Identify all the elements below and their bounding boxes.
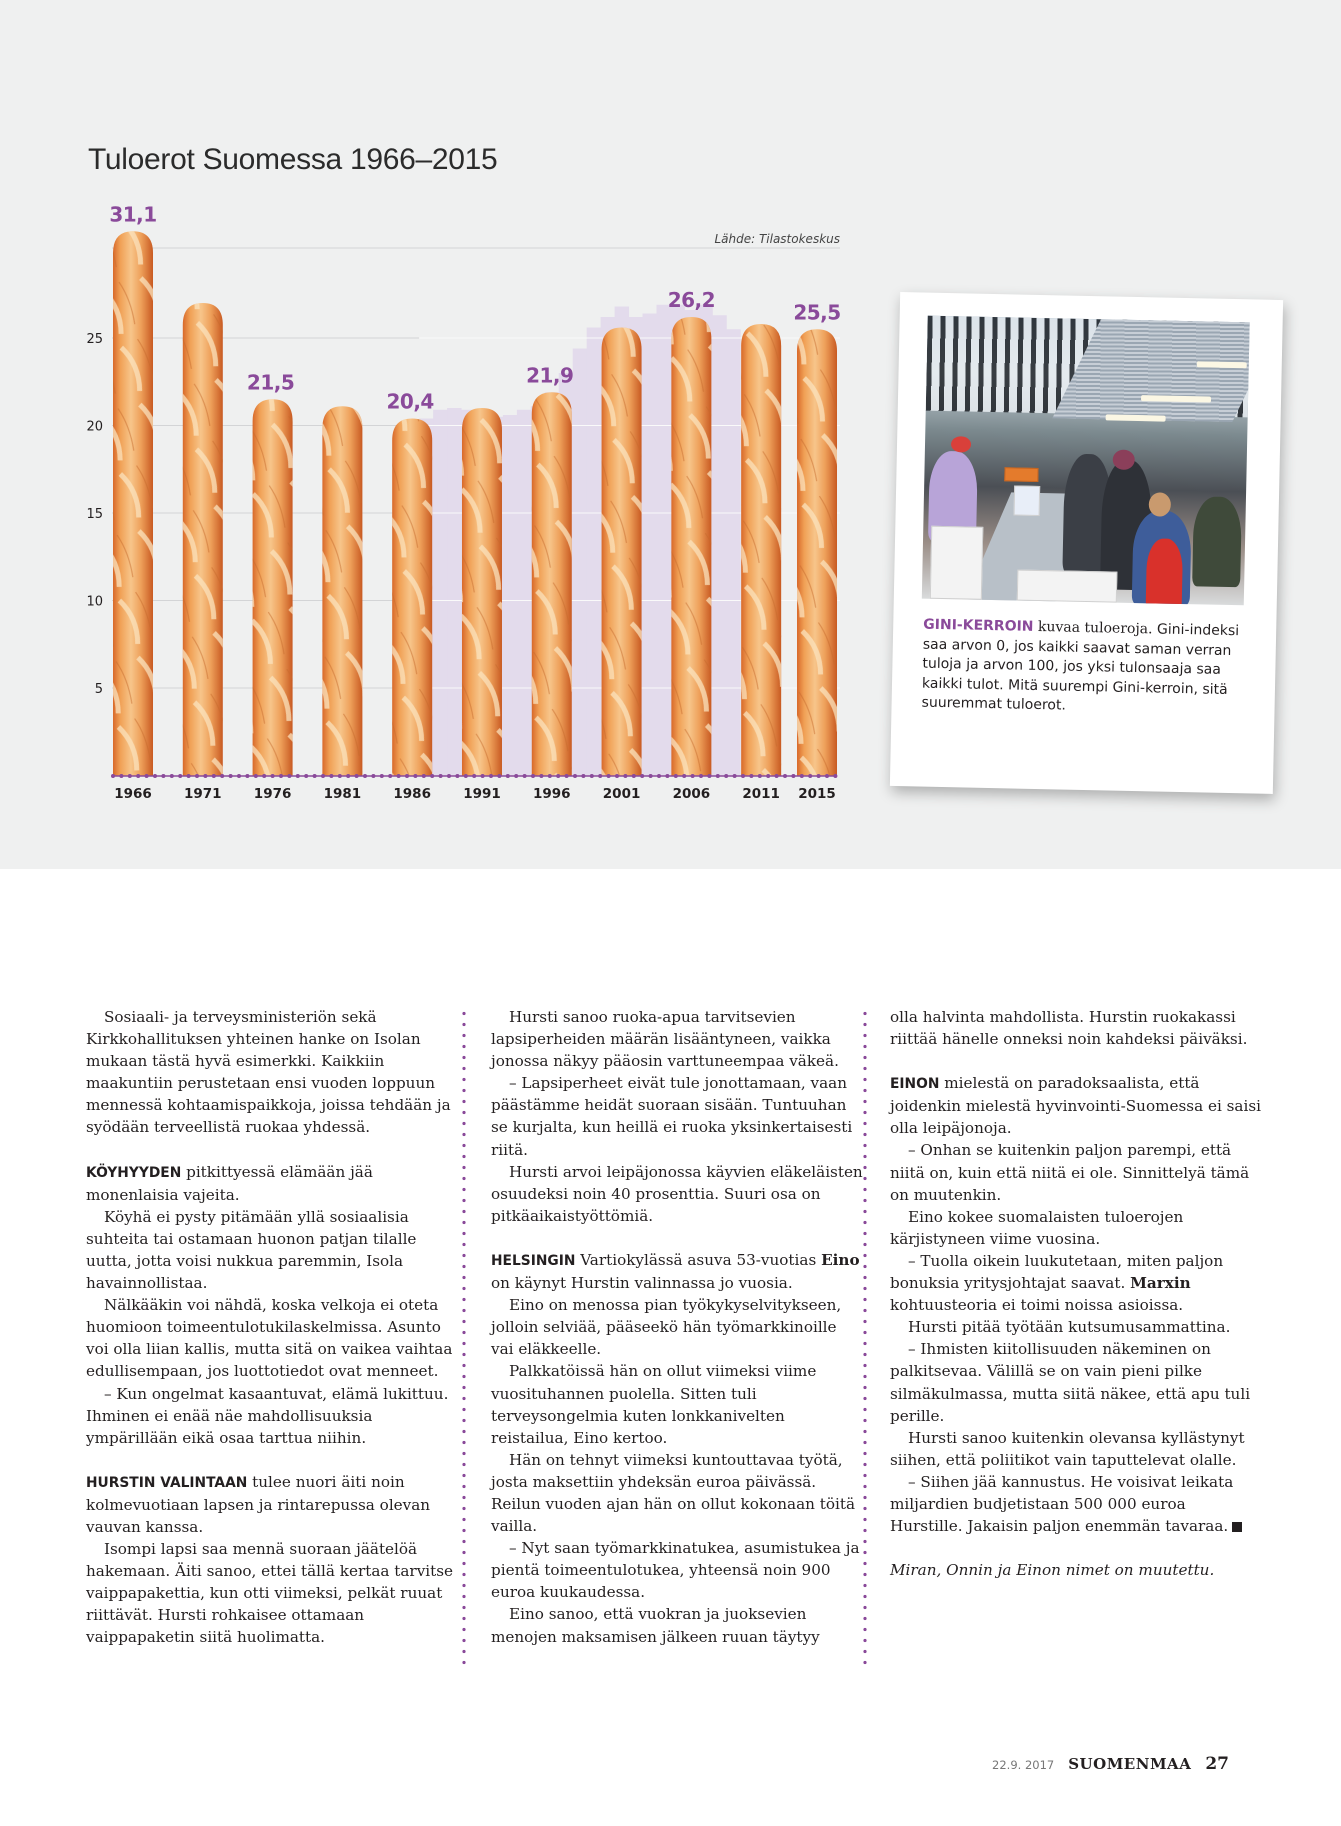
- axis-dot: [590, 774, 594, 778]
- article-column-2: [491, 1006, 863, 1648]
- axis-dot: [212, 774, 216, 778]
- axis-dot: [279, 774, 283, 778]
- chart-source: Lähde: Tilastokeskus: [714, 232, 840, 246]
- baguette-scoring: [462, 408, 502, 776]
- axis-dot: [422, 774, 426, 778]
- y-tick-label: 20: [86, 419, 103, 435]
- x-tick-label: 2015: [798, 786, 836, 802]
- axis-dot: [716, 774, 720, 778]
- data-label: 21,5: [246, 370, 295, 395]
- paragraph-text: Vartiokylässä asuva 53-vuotias: [575, 1250, 822, 1269]
- axis-dot: [632, 774, 636, 778]
- paragraph: Hursti sanoo kuitenkin olevansa kyllästynyt siihen, että poliitikot vain taputtelevat olalle.: [890, 1428, 1245, 1469]
- article-column-1: [86, 1006, 458, 1649]
- axis-dot: [791, 774, 795, 778]
- data-label: 25,5: [793, 300, 841, 325]
- person-name: Marxin: [1130, 1274, 1191, 1293]
- paragraph: [890, 1471, 1262, 1537]
- axis-dot: [497, 774, 501, 778]
- axis-dot: [607, 774, 611, 778]
- shade-step: [587, 328, 601, 776]
- baguette-bar: [671, 317, 711, 776]
- axis-dot: [380, 774, 384, 778]
- axis-dot: [758, 774, 762, 778]
- photo-card: [890, 292, 1283, 794]
- paragraph: Hän on tehnyt viimeksi kuntouttavaa työtä, josta maksettiin yhdeksän euroa päivässä. Reilun vuoden ajan hän on ollut kokonaan töitä vailla.: [491, 1450, 856, 1536]
- axis-dot: [741, 774, 745, 778]
- photo-light: [1106, 414, 1166, 421]
- axis-dot: [439, 774, 443, 778]
- paragraph: [86, 1161, 458, 1206]
- axis-dot: [825, 774, 829, 778]
- axis-dot: [153, 774, 157, 778]
- axis-dot: [296, 774, 300, 778]
- axis-dot: [187, 774, 191, 778]
- caption-lead: GINI-KERROIN: [923, 616, 1034, 635]
- baguette-scoring: [253, 399, 293, 775]
- axis-dot: [699, 774, 703, 778]
- axis-dot: [346, 774, 350, 778]
- axis-dot: [203, 774, 207, 778]
- axis-dot: [531, 774, 535, 778]
- paragraph: Eino on menossa pian työkykyselvitykseen, jolloin selviää, pääseekö hän työmarkkinoille vai eläkkeelle.: [491, 1296, 842, 1359]
- photo-person-cap: [951, 436, 971, 452]
- baguette-scoring: [797, 329, 837, 775]
- baguette-scoring: [741, 324, 781, 776]
- axis-dot: [161, 774, 165, 778]
- x-tick-label: 1986: [393, 786, 431, 802]
- person-name: Eino: [821, 1250, 860, 1269]
- x-axis: [111, 774, 837, 802]
- axis-dot: [707, 774, 711, 778]
- paragraph: Hursti arvoi leipäjonossa käyvien eläkeläisten osuudeksi noin 40 prosenttia. Suuri osa on pitkäaikaistyöttömiä.: [491, 1162, 863, 1225]
- axis-dot: [338, 774, 342, 778]
- paragraph: [890, 1250, 1262, 1316]
- axis-dot: [388, 774, 392, 778]
- paragraph: – Nyt saan työmarkkinatukea, asumistukea ja pientä toimeentulotukea, yhteensä noin 900 euroa kuukaudessa.: [491, 1539, 860, 1602]
- axis-dot: [615, 774, 619, 778]
- photo-milk: [1014, 485, 1041, 516]
- paragraph: – Ihmisten kiitollisuuden näkeminen on palkitsevaa. Välillä se on vain pieni pilke silmäkulmassa, mutta siitä näkee, että apu tuli perille.: [890, 1340, 1251, 1425]
- y-tick-label: 10: [86, 594, 103, 610]
- data-label: 21,9: [526, 363, 574, 388]
- paragraph: [890, 1072, 1262, 1139]
- paragraph: [491, 1249, 863, 1294]
- axis-dot: [556, 774, 560, 778]
- paragraph-text: tulee nuori äiti noin kolmevuotiaan lapsen ja rintarepussa olevan vauvan kanssa.: [86, 1472, 431, 1536]
- shade-step: [573, 349, 587, 776]
- photo-light: [1197, 361, 1247, 368]
- axis-dot: [640, 774, 644, 778]
- axis-dot: [472, 774, 476, 778]
- paragraph: Eino sanoo, että vuokran ja juoksevien menojen maksamisen jälkeen ruuan täytyy: [491, 1605, 820, 1646]
- axis-dot: [489, 774, 493, 778]
- baguette-bar: [532, 392, 572, 775]
- axis-dot: [682, 774, 686, 778]
- baguette-bar: [797, 329, 837, 775]
- axis-dot: [800, 774, 804, 778]
- data-label: 26,2: [667, 288, 716, 312]
- publication-name: SUOMENMAA: [1068, 1755, 1192, 1773]
- baguette-bar: [602, 328, 642, 776]
- axis-dot: [355, 774, 359, 778]
- axis-dot: [405, 774, 409, 778]
- paragraph: Nälkääkin voi nähdä, koska velkoja ei oteta huomioon toimeentulotukilaskelmissa. Asunto voi olla liian kallis, mutta sitä on vaikea vaihtaa edullisempaan, jos luottotiedot ovat menneet.: [86, 1296, 453, 1381]
- axis-dot: [237, 774, 241, 778]
- shade-step: [656, 305, 670, 776]
- kicker: HURSTIN VALINTAAN: [86, 1474, 248, 1491]
- x-tick-label: 1966: [114, 786, 152, 802]
- baguette-bar: [113, 231, 153, 775]
- axis-dot: [430, 774, 434, 778]
- shade-step: [517, 410, 531, 776]
- data-label: 20,4: [386, 389, 434, 414]
- kicker: EINON: [890, 1076, 940, 1093]
- axis-dot: [145, 774, 149, 778]
- x-tick-label: 2006: [672, 786, 711, 802]
- x-tick-label: 1971: [184, 786, 222, 802]
- paragraph-text: on käynyt Hurstin valinnassa jo vuosia.: [491, 1274, 793, 1293]
- axis-dot: [195, 774, 199, 778]
- gini-chart: [0, 0, 880, 830]
- axis-dot: [724, 774, 728, 778]
- axis-dot: [245, 774, 249, 778]
- baguette-scoring: [392, 419, 432, 776]
- axis-dot: [817, 774, 821, 778]
- axis-dot: [573, 774, 577, 778]
- paragraph: – Kun ongelmat kasaantuvat, elämä lukittuu. Ihminen ei enää näe mahdollisuuksia ympärillään eikä osaa tarttua niihin.: [86, 1384, 449, 1447]
- photo-crate: [1017, 570, 1118, 603]
- axis-dot: [539, 774, 543, 778]
- axis-dot: [565, 774, 569, 778]
- x-tick-label: 1991: [463, 786, 501, 802]
- axis-dot: [464, 774, 468, 778]
- paragraph: – Onhan se kuitenkin paljon parempi, että niitä on, kuin että niitä ei ole. Sinnittelyä tämä on muutenkin.: [890, 1141, 1250, 1204]
- axis-dot: [111, 774, 115, 778]
- baguette-bar: [322, 406, 362, 775]
- axis-dot: [371, 774, 375, 778]
- paragraph-text: kohtuusteoria ei toimi noissa asioissa.: [890, 1296, 1184, 1315]
- paragraph: Hursti pitää työtään kutsumusammattina.: [908, 1318, 1231, 1337]
- paragraph: olla halvinta mahdollista. Hurstin ruokakassi riittää hänelle onneksi noin kahdeksi päiväksi.: [890, 1008, 1248, 1049]
- baguette-bar: [253, 399, 293, 775]
- axis-dot: [254, 774, 258, 778]
- shade-step: [726, 329, 740, 775]
- shade-step: [433, 410, 447, 776]
- paragraph-text: mielestä on paradoksaalista, että joidenkin mielestä hyvinvointi-Suomessa ei saisi olla leipäjonoja.: [890, 1074, 1261, 1138]
- y-tick-label: 5: [94, 682, 103, 697]
- paragraph: Palkkatöissä hän on ollut viimeksi viime vuosituhannen puolella. Sitten tuli terveysongelmia kuten lonkkanivelten reistailua, Eino kertoo.: [491, 1362, 817, 1447]
- photo-orange-box: [1004, 467, 1038, 482]
- photo-crate: [930, 526, 984, 600]
- x-tick-label: 1981: [323, 786, 362, 802]
- baguette-bar: [741, 324, 781, 776]
- paragraph-text: pitkittyessä elämään jää monenlaisia vajeita.: [86, 1162, 373, 1204]
- axis-dot: [321, 774, 325, 778]
- axis-dot: [514, 774, 518, 778]
- x-tick-label: 1976: [253, 786, 292, 802]
- axis-dot: [783, 774, 787, 778]
- baguette-bar: [392, 419, 432, 776]
- axis-dot: [455, 774, 459, 778]
- axis-dot: [136, 774, 140, 778]
- photo-caption: [921, 616, 1263, 721]
- axis-dot: [766, 774, 770, 778]
- axis-dot: [119, 774, 123, 778]
- axis-dot: [229, 774, 233, 778]
- axis-dot: [178, 774, 182, 778]
- axis-dot: [749, 774, 753, 778]
- axis-dot: [833, 774, 837, 778]
- caption-lead-rest: kuvaa tuloeroja.: [1033, 618, 1153, 638]
- axis-dot: [170, 774, 174, 778]
- x-tick-label: 2011: [742, 786, 780, 802]
- paragraph: Köyhä ei pysty pitämään yllä sosiaalisia suhteita tai ostamaan huonon patjan tilalle uutta, jotta voisi nukkua paremmin, Isola havainnollistaa.: [86, 1207, 417, 1293]
- baguette-bar: [183, 303, 223, 776]
- paragraph-text: – Siihen jää kannustus. He voisivat leikata miljardien budjetistaan 500 000 euroa Hurstille. Jakaisin paljon enemmän tavaraa.: [890, 1472, 1234, 1536]
- paragraph: Eino kokee suomalaisten tuloerojen kärjistyneen viime vuosina.: [890, 1207, 1184, 1248]
- axis-dot: [657, 774, 661, 778]
- axis-dot: [548, 774, 552, 778]
- paragraph-text: – Tuolla oikein luukutetaan, miten paljon bonuksia yritysjohtajat saavat.: [890, 1251, 1224, 1293]
- y-tick-label: 25: [86, 332, 103, 347]
- chart-title: Tuloerot Suomessa 1966–2015: [88, 143, 498, 176]
- axis-dot: [733, 774, 737, 778]
- axis-dot: [775, 774, 779, 778]
- kicker: HELSINGIN: [491, 1252, 576, 1269]
- paragraph: Hursti sanoo ruoka-apua tarvitsevien lapsiperheiden määrän lisääntyneen, vaikka jonossa näkyy pääosin varttuneempaa väkeä.: [491, 1008, 839, 1071]
- axis-dot: [128, 774, 132, 778]
- axis-dot: [623, 774, 627, 778]
- issue-date: 22.9. 2017: [992, 1758, 1055, 1772]
- y-tick-label: 15: [86, 507, 103, 522]
- axis-dot: [581, 774, 585, 778]
- axis-dot: [220, 774, 224, 778]
- shade-step: [643, 314, 657, 776]
- column-divider: [462, 1008, 466, 1668]
- x-tick-label: 1996: [532, 786, 571, 802]
- end-mark-icon: [1232, 1522, 1242, 1532]
- axis-dot: [363, 774, 367, 778]
- shade-step: [447, 408, 461, 776]
- x-tick-label: 2001: [602, 786, 641, 802]
- baguette-scoring: [671, 317, 711, 776]
- column-divider: [863, 1008, 867, 1668]
- name-change-note: Miran, Onnin ja Einon nimet on muutettu.: [890, 1561, 1215, 1580]
- paragraph: – Lapsiperheet eivät tule jonottamaan, vaan päästämme heidät suoraan sisään. Tuntuuhan se kurjalta, kun heillä ei ruoka yksinkertaisesti riitä.: [491, 1074, 853, 1159]
- axis-dot: [598, 774, 602, 778]
- axis-dot: [329, 774, 333, 778]
- kicker: KÖYHYYDEN: [86, 1164, 182, 1181]
- paragraph: Isompi lapsi saa mennä suoraan jäätelöä hakemaan. Äiti sanoo, ettei tällä kertaa tarvitse vaippapakettia, kun otti viimeksi, pelkät ruuat riittävät. Hursti rohkaisee ottamaan vaippapaketin siitä huolimatta.: [86, 1540, 454, 1647]
- axis-dot: [271, 774, 275, 778]
- axis-dot: [304, 774, 308, 778]
- axis-dot: [665, 774, 669, 778]
- caption-text: Gini-indeksi saa arvon 0, jos kaikki saavat saman verran tuloja ja arvon 100, jos yksi tulonsaaja saa kaikki tulot. Mitä suurempi Gini-kerroin, sitä suuremmat tuloerot.: [921, 621, 1240, 714]
- axis-dot: [397, 774, 401, 778]
- photo-worker-apron: [1146, 538, 1183, 605]
- axis-dot: [691, 774, 695, 778]
- axis-dot: [649, 774, 653, 778]
- baguette-scoring: [322, 406, 362, 775]
- article-column-3: [890, 1006, 1262, 1581]
- baguette-scoring: [113, 231, 153, 775]
- axis-dot: [313, 774, 317, 778]
- page-footer: [992, 1754, 1229, 1774]
- axis-dot: [413, 774, 417, 778]
- data-label: 31,1: [109, 202, 157, 227]
- paragraph: Sosiaali- ja terveysministeriön sekä Kirkkohallituksen yhteinen hanke on Isolan mukaan tästä hyvä esimerkki. Kaikkiin maakuntiin perustetaan ensi vuoden loppuun mennessä kohtaamispaikkoja, joissa tehdään ja syödään terveellistä ruokaa yhdessä.: [86, 1008, 451, 1137]
- axis-dot: [523, 774, 527, 778]
- axis-dot: [447, 774, 451, 778]
- axis-dot: [506, 774, 510, 778]
- baguette-scoring: [183, 303, 223, 776]
- shade-step: [712, 315, 726, 775]
- page-number: 27: [1205, 1754, 1229, 1774]
- bread-line-photo: [922, 316, 1250, 606]
- axis-dot: [674, 774, 678, 778]
- baguette-scoring: [532, 392, 572, 775]
- paragraph: [86, 1471, 458, 1538]
- baguette-bar: [462, 408, 502, 776]
- axis-dot: [262, 774, 266, 778]
- photo-person: [1192, 496, 1242, 587]
- shade-step: [503, 415, 517, 776]
- axis-dot: [287, 774, 291, 778]
- baguette-scoring: [602, 328, 642, 776]
- axis-dot: [808, 774, 812, 778]
- axis-dot: [481, 774, 485, 778]
